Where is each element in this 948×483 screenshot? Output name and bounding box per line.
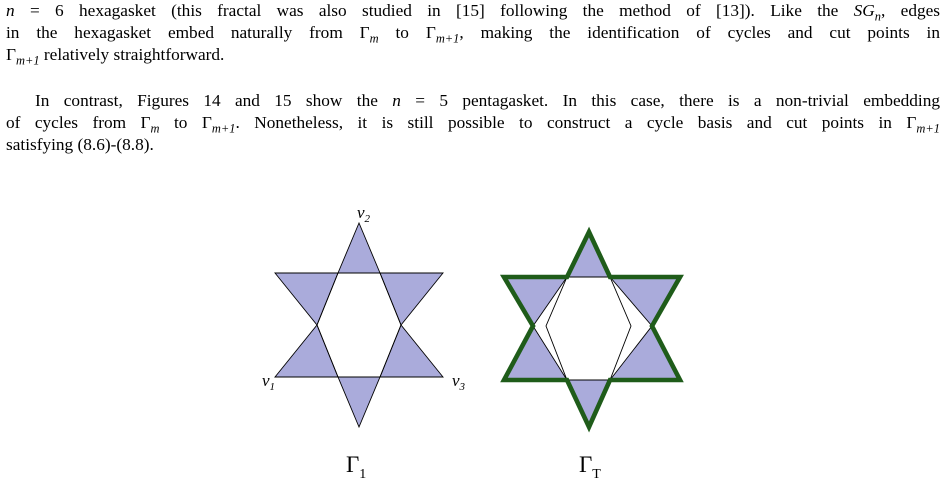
star-upper-left-triangle: [275, 273, 338, 325]
math-sg: SG: [853, 1, 875, 20]
star-inner-hexagon: [546, 277, 631, 380]
text-span: relatively straightforward.: [39, 45, 225, 64]
math-n: n: [6, 1, 15, 20]
caption-gamma-t: $\Gamma_T$: [579, 452, 601, 482]
gammaT-star: [504, 232, 680, 482]
vertex-label-v2: $v_2$: [357, 203, 371, 225]
star-upper-left-triangle: [504, 277, 567, 326]
text-span: In contrast, Figures 14 and 15 show the: [35, 91, 393, 110]
star-upper-right-triangle: [380, 273, 443, 325]
math-subscript: m+1: [916, 121, 940, 136]
math-subscript: m: [150, 121, 160, 136]
caption-gamma-1: $\Gamma_1$: [346, 452, 367, 482]
text-span: to: [378, 23, 426, 42]
math-gamma: Γ: [140, 113, 151, 132]
text-span: of cycles from: [6, 113, 141, 132]
math-subscript: m: [369, 31, 379, 46]
star-top-triangle: [338, 223, 380, 273]
math-gamma: Γ: [425, 23, 436, 42]
text-span: in the hexagasket embed naturally from: [6, 23, 360, 42]
star-bottom-triangle: [567, 380, 610, 427]
text-span: satisfying (8.6)-(8.8).: [6, 135, 154, 154]
text-span: , edges: [881, 1, 940, 20]
math-n: n: [392, 91, 401, 110]
star-bottom-triangle: [338, 377, 380, 427]
math-gamma: Γ: [359, 23, 370, 42]
text-span: . Nonetheless, it is still possible to construct a cycle basis and cut points in: [235, 113, 907, 132]
star-top-triangle: [567, 232, 610, 277]
gamma1-star: [262, 203, 466, 482]
math-subscript: m+1: [16, 53, 40, 68]
math-gamma: Γ: [906, 113, 917, 132]
vertex-label-v3: $v_3$: [452, 371, 466, 393]
math-subscript: m+1: [435, 31, 460, 46]
star-lower-right-triangle: [380, 325, 443, 377]
math-subscript: m+1: [211, 121, 236, 136]
text-span: = 6 hexagasket (this fractal was also studied in [15] following the method of [13]). Like the: [14, 1, 854, 20]
text-span: , making the identification of cycles and cut points in: [459, 23, 940, 42]
vertex-label-v1: $v_1$: [262, 371, 276, 393]
math-gamma: Γ: [201, 113, 212, 132]
math-gamma: Γ: [6, 45, 16, 64]
star-lower-left-triangle: [504, 326, 567, 380]
math-subscript: n: [874, 9, 881, 24]
star-lower-left-triangle: [275, 325, 338, 377]
text-span: to: [159, 113, 202, 132]
text-span: = 5 pentagasket. In this case, there is a non-trivial embedding: [400, 91, 940, 110]
